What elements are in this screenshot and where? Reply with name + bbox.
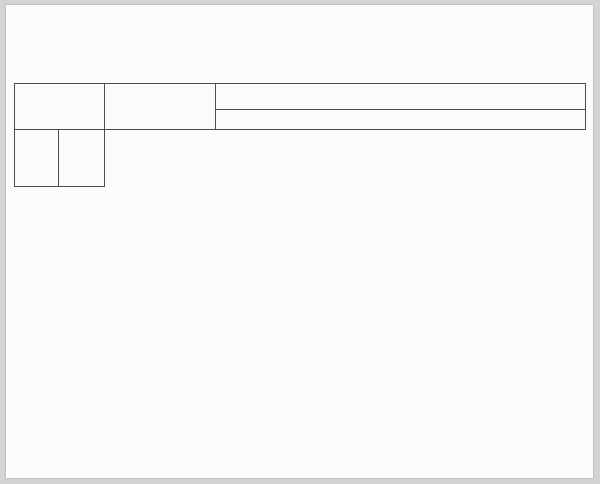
header-tensile-strength [216,84,586,110]
header-nominal-diameter [15,84,105,130]
document-page [6,5,593,478]
header-tolerance [59,130,105,187]
header-d-mm [15,130,59,187]
rope-structure-note [42,38,593,74]
header-reference-weight [105,84,216,130]
mechanical-properties-table [14,83,586,187]
column-header-row [15,130,586,187]
header-min-breaking-force [216,110,586,130]
